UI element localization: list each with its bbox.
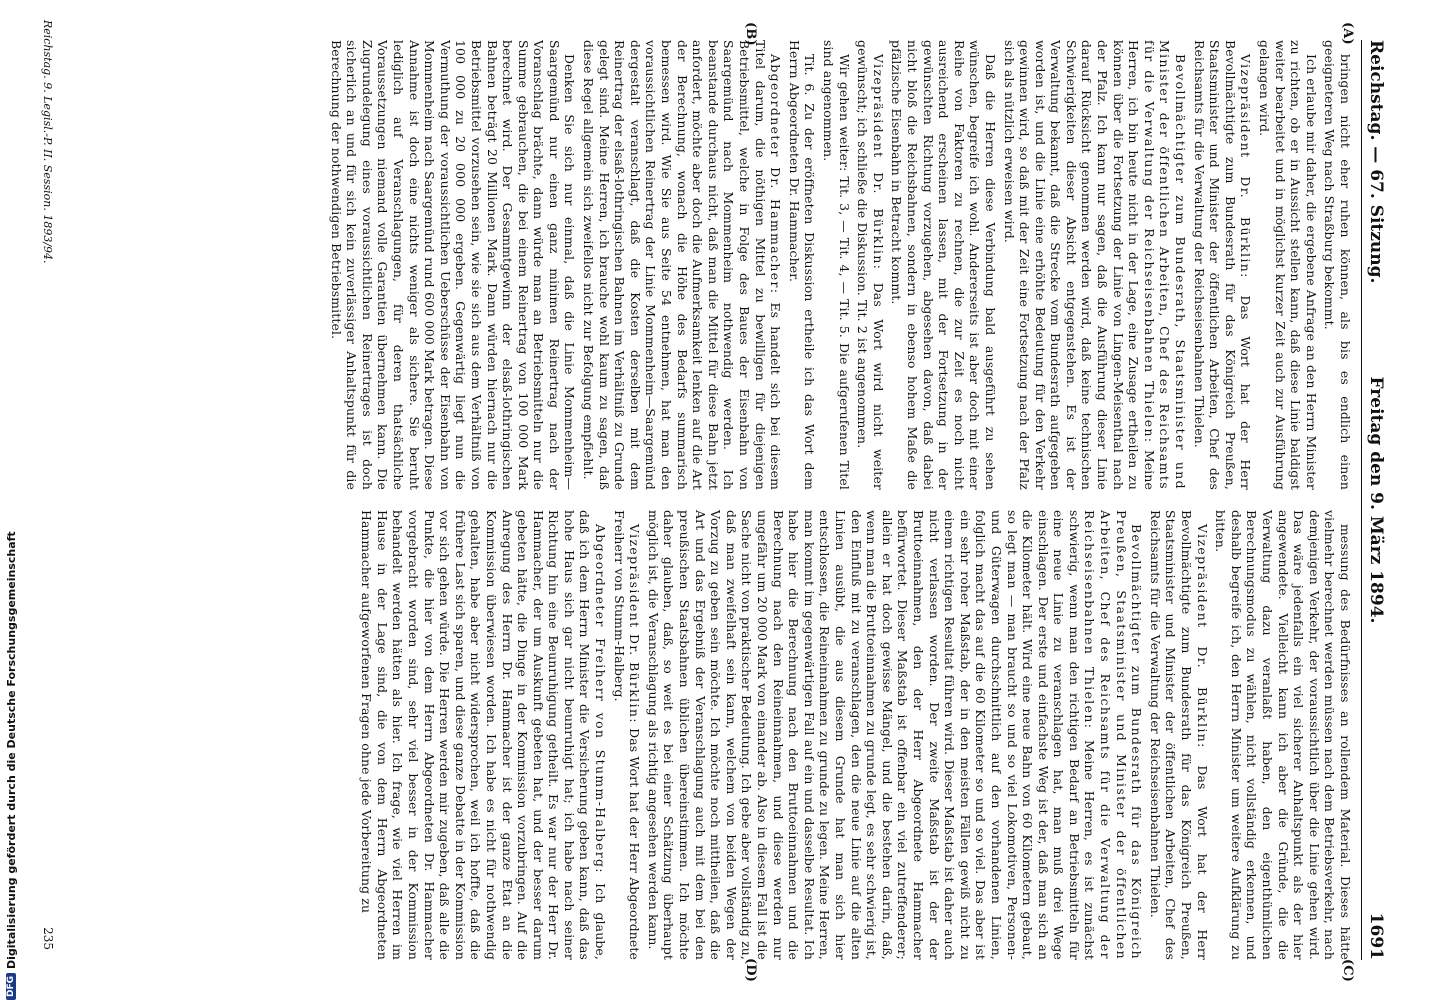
speaker-label: Bevollmächtigter zum Bundesrath, Staatsminister und Minister der öffentlichen Arbeiten, Chef des Reichsamts für die Verwaltung der Reichseisenbahnen Thielen:	[1141, 40, 1189, 490]
margin-mark-c: (C)	[1340, 958, 1355, 982]
paragraph-text: Ich erlaube mir daher, die ergebene Anfrage an den Herrn Minister zu richten, ob er in Aussicht stellen kann, daß diese Linie baldigst weiter bearbeitet und in möglichst kurzer Zeit auch zur Ausführung gelangen wird.	[1257, 40, 1319, 490]
credit-text: Digitalisierung gefördert durch die Deutsche Forschungsgemeinschaft	[4, 531, 18, 969]
speaker-label: Vizepräsident Dr. Bürklin:	[627, 524, 643, 724]
paragraph-text: messung des Bedürfnisses an rollendem Material. Dieses hätte vielmehr berechnet werden müssen nach dem Betriebsverkehr, nach demjenigen Verkehr, der voraussichtlich über die Linie gehen wird. Das wäre jedenfalls ein viel sicherer Anhaltspunkt als der hier angewendete. Vielleicht kann ich aber die Gründe, die die Verwaltung dazu veranlaßt haben, den eigenthümlichen Berechnungsmodus zu wählen, nicht vollständig erkennen, und deshalb begreife ich, den Herrn Minister um weitere Aufklärung zu bitten.	[1213, 510, 1353, 960]
paragraph	[1213, 510, 1353, 960]
paragraph	[611, 510, 642, 960]
right-column	[78, 510, 1355, 982]
footer-session-line: Reichstag. 9. Legisl.-P. II. Session. 1893/94.	[41, 20, 54, 264]
paragraph-text: Das Wort hat der Herr Abgeordnete Freiherr von Stumm-Halberg.	[611, 510, 643, 961]
paragraph	[359, 510, 609, 960]
text-columns	[78, 22, 1355, 982]
margin-mark-b: (B)	[743, 22, 758, 46]
header-session: Reichstag. — 67. Sitzung.	[1366, 40, 1386, 284]
paragraph	[328, 40, 578, 490]
paragraph	[1001, 40, 1188, 490]
paragraph-text: Das Wort hat der Herr Bevollmächtigte zum Bundesrath für das Königreich Preußen, Staatsminister und Minister der öffentlichen Arbeiten, Chef des Reichsamts für die Verwaltung der Reichseisenbahnen Thielen.	[1147, 510, 1210, 961]
paragraph-text: Denken Sie sich nur einmal, daß die Linie Mommenheim—Saargemünd nur einen ganz minimen Reinertrag nach der Voranschlag brächte, dann würde man an Betriebsmitteln nur die Summe gebrauchen, die bei einem Reinertrag von 100 000 Mark berechnet wird. Der Gesammtgewinn der elsaß-lothringischen Bahnen beträgt 20 Millionen Mark. Dann würden hiernach nur die Betriebsmittel vorzusehen sein, wie sie sich aus dem Verhältniß von 100 000 zu 20 000 000 ergeben. Gegenwärtig liegt nun die Vermuthung der voraussichtlichen Ueberschüsse der Eisenbahn von Mommenheim nach Saargemünd rund 600 000 Mark betragen. Diese Annahme ist doch eine nichts weniger als sichere. Sie beruht lediglich auf Veranschlagungen, für deren thatsächliche Voraussetzungen niemand volle Garantien übernehmen kann. Die Zugrundelegung eines voraussichtlichen Reinertrages ist doch sicherlich an und für sich kein zuverlässiger Anhaltspunkt für die Berechnung der nothwendigen Betriebsmittel.	[328, 40, 578, 490]
footer-signature: 235	[41, 927, 55, 950]
paragraph-text: bringen nicht eher ruhen können, als bis es endlich einen geeigneteren Weg nach Straßburg bekommt.	[1322, 40, 1353, 490]
paragraph-text: Das Wort wird nicht weiter gewünscht; ich schließe die Diskussion. Tit. 2 ist angenommen.	[855, 40, 886, 490]
paragraph-text: Ich glaube, daß ich dem Herrn Minister die Versicherung geben kann, daß das hohe Haus sich gar nicht beunruhigt hat; ich habe nach seiner Richtung hin eine Beunruhigung getheilt. Es war nur der Herr Dr. Hammacher, der um Auskunft gebeten hat, und der besser darum gebeten hätte, die Dinge in der Kommission vorzubringen. Auf die Anregung des Herrn Dr. Hammacher ist der ganze Etat an die Kommission überwiesen worden. Ich habe es nicht für nothwendig gehalten, habe aber nicht widersprochen, weil ich hoffte, daß die frühere Last sich sparen, und diese ganze Debatte in der Kommission vor sich gehen würde. Die Herren werden mir zugeben, daß alle die Punkte, die hier von dem Herrn Abgeordneten Dr. Hammacher vorgebracht worden sind, sehr viel besser in der Kommission behandelt werden hätten als hier. Ich frage, wie viel Herren im Hause in der Lage sind, die von dem Herrn Abgeordneten Hammacher aufgeworfenen Fragen ohne jede Vorbereitung zu	[359, 510, 609, 961]
dfg-logo-icon: DFG	[6, 973, 16, 1000]
margin-mark-a: (A)	[1340, 22, 1355, 45]
paragraph-text: Meine Herren, ich bin heute nicht in der Lage, eine Zusage ertheilen zu können über die Fortsetzung der Linie von Lingen-Meisenthal nach der Pfalz. Ich kann nur sagen, daß die Ausführung dieser Linie darauf Rücksicht genommen werden wird, daß keine technischen Schwierigkeiten dieser Absicht entgegenstehen. Es ist der Verwaltung bekannt, daß die Strecke vom Bundesrath aufgegeben worden ist, und die Linie eine erhöhte Bedeutung für den Verkehr gewinnen wird, so daß mit der Zeit eine Fortsetzung nach der Pfalz sich als nützlich erweisen wird.	[1001, 40, 1157, 491]
rotated-page	[35, 20, 1400, 980]
digitization-credit	[2, 0, 20, 1000]
left-column	[78, 22, 1355, 491]
paragraph	[855, 40, 886, 490]
paragraph	[645, 510, 1144, 960]
paragraph	[1191, 40, 1253, 490]
speaker-label: Abgeordneter Freiherr von Stumm-Halberg:	[593, 524, 609, 874]
header-date: Freitag den 9. März 1894.	[1366, 376, 1386, 624]
paragraph-text: Es handelt sich bei diesem Titel darum, die nöthigen Mittel zu bewilligen für diejenigen Betriebsmittel, welche in Folge des Baues der Eisenbahn von Saargemünd nach Mommenheim nothwendig werden. Ich beanstande durchaus nicht, daß man die Mittel für diese Bahn jetzt anfordert, möchte aber doch die Aufmerksamkeit lenken auf die Art der Berechnung, wonach die Höhe des Bedarfs summarisch bemessen wird. Wie Sie aus Seite 54 entnehmen, hat man den voraussichtlichen Reinertrag der Linie Mommenheim—Saargemünd dergestalt veranschlagt, daß die Kosten derselben mit dem Reinertrag der elsaß-lothringischen Bahnen im Verhältniß zu Grunde gelegt sind. Meine Herren, ich brauche wohl kaum zu sagen, daß diese Regel allgemein sich zweifellos nicht zur Befolgung empfiehlt.	[581, 40, 784, 491]
paragraph-text: Meine Herren, es ist zunächst schwierig, wenn man den richtigen Bedarf an Betriebsmitteln für eine neue Linie zu veranschlagen hat, man muß drei Wege einschlagen. Der erste und einfachste Weg ist der, daß man sich an die Kilometer hält. Wird eine neue Bahn von 60 Kilometern gebaut, so legt man — man braucht so und so viel Lokomotiven, Personen- und Güterwagen durchschnittlich auf den vorhandenen Linien, folglich macht das auf die 60 Kilometer so und so viel. Das aber ist ein sehr roher Maßstab, der in den meisten Fällen gewiß nicht zu einem richtigen Resultat führen wird. Dieser Maßstab ist daher auch nicht verlassen worden. Der zweite Maßstab ist der der Bruttoeinnahmen, den der Herr Abgeordnete Hammacher befürwortet. Dieser Maßstab ist offenbar ein viel zutreffenderer; allein er hat doch gewisse Mängel, und die bestehen darin, daß, wenn man die Bruttoeinnahmen zu grunde legt, es sehr schwierig ist, den Einfluß mit zu veranschlagen, den die neue Linie auf die alten Linien ausübt, die aus diesem Grunde hat man sich hier entschlossen, die Reineinnahmen zu grunde zu legen. Meine Herren, man kommt im gegenwärtigen Fall auf ein und dasselbe Resultat. Ich habe hier die Berechnung nach den Bruttoeinnahmen und die Berechnung nach den Reineinnahmen, und diese werden nur ungefähr um 20 000 Mark von einander ab. Also in diesem Fall ist die Sache nicht von praktischer Bedeutung. Ich gebe aber vollständig zu, daß man zweifelhaft sein kann, welchem von beiden Wegen der Vorzug zu geben sein möchte. Ich möchte noch mittheilen, daß die Art und das Ergebniß der Veranschlagung auch mit dem bei den preußischen Staatsbahnen üblichen übereinstimmen. Ich möchte daher glauben, daß, so weit es bei einer Schätzung überhaupt möglich ist, die Veranschlagung als richtig angesehen werden kann.	[645, 510, 1098, 961]
speaker-label: Bevollmächtigter zum Bundesrath für das Königreich Preußen, Staatsminister und Minister der öffentlichen Arbeiten, Chef des Reichsamts für die Verwaltung der Reichseisenbahnen Thielen:	[1082, 510, 1145, 960]
paragraph-text: Das Wort hat der Herr Bevollmächtigte zum Bundesrath für das Königreich Preußen, Staatsminister und Minister der öffentlichen Arbeiten, Chef des Reichsamts für die Verwaltung der Reichseisenbahnen Thielen.	[1191, 40, 1254, 491]
page-header	[1361, 40, 1386, 960]
paragraph-text: Daß die Herren diese Verbindung bald ausgeführt zu sehen wünschen, begreife ich wohl. Andererseits ist aber doch mit einer Reihe von Faktoren zu rechnen, die zur Zeit es noch nicht ausreichend erscheinen lassen, mit der Fortsetzung in der gewünschten Richtung vorzugehen, abgesehen davon, daß dabei nicht bloß die Reichsbahnen, sondern in ebenso hohem Maße die pfälzische Eisenbahn in Betracht kommt.	[889, 40, 998, 490]
paragraph	[786, 40, 817, 490]
paragraph	[581, 40, 784, 490]
paragraph-text: Tit. 6. Zu der eröffneten Diskussion ertheile ich das Wort dem Herrn Abgeordneten Dr. Hammacher.	[786, 40, 818, 490]
speaker-label: Abgeordneter Dr. Hammacher:	[768, 54, 784, 295]
header-page-number: 1691	[1366, 912, 1386, 960]
speaker-label: Vizepräsident Dr. Bürklin:	[870, 54, 886, 271]
paragraph-text: Wir gehen weiter: Tit. 3, — Tit. 4, — Tit. 5. Die aufgerufenen Titel sind angenommen.	[821, 40, 852, 490]
speaker-label: Vizepräsident Dr. Bürklin:	[1238, 54, 1254, 279]
speaker-label: Vizepräsident Dr. Bürklin:	[1194, 524, 1210, 749]
paragraph	[889, 40, 998, 490]
paragraph	[820, 40, 851, 490]
margin-mark-d: (D)	[743, 957, 758, 982]
paragraph	[1147, 510, 1209, 960]
paragraph	[1256, 40, 1318, 490]
paragraph	[1322, 40, 1353, 490]
